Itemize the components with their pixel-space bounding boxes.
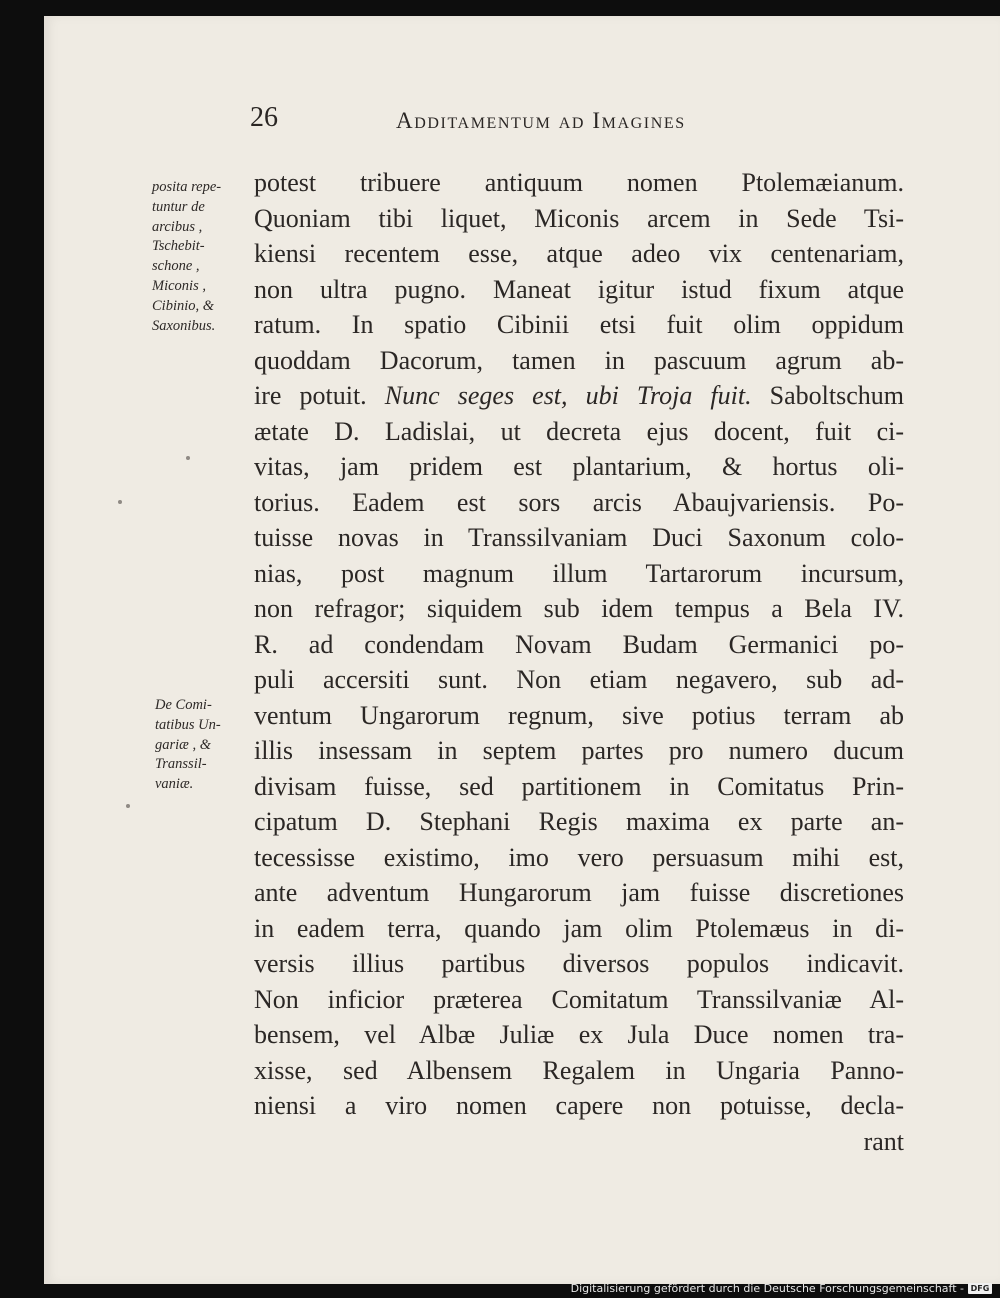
text-line: Quoniam tibi liquet, Miconis arcem in Sede Tsi- — [254, 203, 904, 233]
text-line: tecessisse existimo, imo vero persuasum mihi est, — [254, 842, 904, 872]
marginal-line: posita repe- — [152, 179, 222, 195]
marginal-line: De Comi- — [155, 697, 212, 713]
text-line: ventum Ungarorum regnum, sive potius terram ab — [254, 700, 904, 730]
marginal-line: Cibinio, & — [152, 297, 215, 314]
text-line — [254, 378, 904, 414]
marginal-line: schone , — [152, 258, 200, 275]
text-line: non refragor; siquidem sub idem tempus a Bela IV. — [254, 594, 904, 623]
marginal-line: tuntur de — [152, 198, 205, 215]
marginal-line: Tschebit- — [152, 238, 205, 255]
marginal-line: vaniæ. — [155, 776, 194, 793]
text-segment: ire potuit. — [254, 381, 367, 410]
text-line: torius. Eadem est sors arcis Abaujvariensis. Po- — [254, 487, 904, 517]
text-line: niensi a viro nomen capere non potuisse, decla- — [254, 1091, 904, 1120]
paper-speck — [186, 456, 190, 460]
marginal-note-counties — [155, 696, 259, 795]
marginal-line: Miconis , — [152, 277, 206, 294]
italic-quote: Nunc seges est, ubi Troja fuit. — [384, 381, 752, 410]
page-number: 26 — [250, 102, 278, 133]
marginal-note-castles — [152, 178, 256, 336]
text-line: bensem, vel Albæ Juliæ ex Jula Duce nomen tra- — [254, 1020, 904, 1049]
text-line: ante adventum Hungarorum jam fuisse discretiones — [254, 878, 904, 907]
text-line: versis illius partibus diversos populos indicavit. — [254, 949, 904, 978]
text-line: puli accersiti sunt. Non etiam negavero, sub ad- — [254, 665, 904, 694]
text-line: ratum. In spatio Cibinii etsi fuit olim oppidum — [254, 310, 904, 339]
text-line: illis insessam in septem partes pro numero ducum — [254, 736, 904, 765]
text-line: in eadem terra, quando jam olim Ptolemæus in di- — [254, 913, 904, 943]
text-line: tuisse novas in Transsilvaniam Duci Saxonum colo- — [254, 523, 904, 552]
paper-speck — [126, 804, 130, 808]
text-line: nias, post magnum illum Tartarorum incursum, — [254, 558, 904, 588]
text-line: ætate D. Ladislai, ut decreta ejus docent, fuit ci- — [254, 416, 904, 446]
dfg-logo: DFG — [968, 1283, 992, 1294]
book-page — [44, 16, 1000, 1284]
text-line: kiensi recentem esse, atque adeo vix centenariam, — [254, 239, 904, 268]
text-line: xisse, sed Albensem Regalem in Ungaria Panno- — [254, 1055, 904, 1085]
text-line: R. ad condendam Novam Budam Germanici po- — [254, 629, 904, 659]
text-line: Non inficior præterea Comitatum Transsilvaniæ Al- — [254, 984, 904, 1014]
marginal-line: arcibus , — [152, 218, 203, 235]
text-segment: Saboltschum — [769, 381, 905, 410]
marginal-line: tatibus Un- — [155, 716, 221, 733]
running-head: Additamentum ad Imagines — [396, 108, 686, 133]
text-line: non ultra pugno. Maneat igitur istud fixum atque — [254, 274, 904, 304]
text-line: divisam fuisse, sed partitionem in Comitatus Prin- — [254, 771, 904, 801]
catchword: rant — [863, 1126, 904, 1156]
body-text — [254, 165, 904, 1159]
digitization-credit: Digitalisierung gefördert durch die Deutsche Forschungsgemeinschaft - — [570, 1282, 964, 1295]
marginal-line: gariæ , & — [155, 736, 211, 753]
marginal-line: Saxonibus. — [152, 317, 216, 334]
text-line: potest tribuere antiquum nomen Ptolemæianum. — [254, 168, 904, 197]
paper-speck — [118, 500, 122, 504]
text-line: quoddam Dacorum, tamen in pascuum agrum ab- — [254, 345, 904, 375]
text-line: cipatum D. Stephani Regis maxima ex parte an- — [254, 807, 904, 836]
marginal-line: Transsil- — [155, 756, 207, 773]
text-line: vitas, jam pridem est plantarium, & hortus oli- — [254, 452, 904, 481]
